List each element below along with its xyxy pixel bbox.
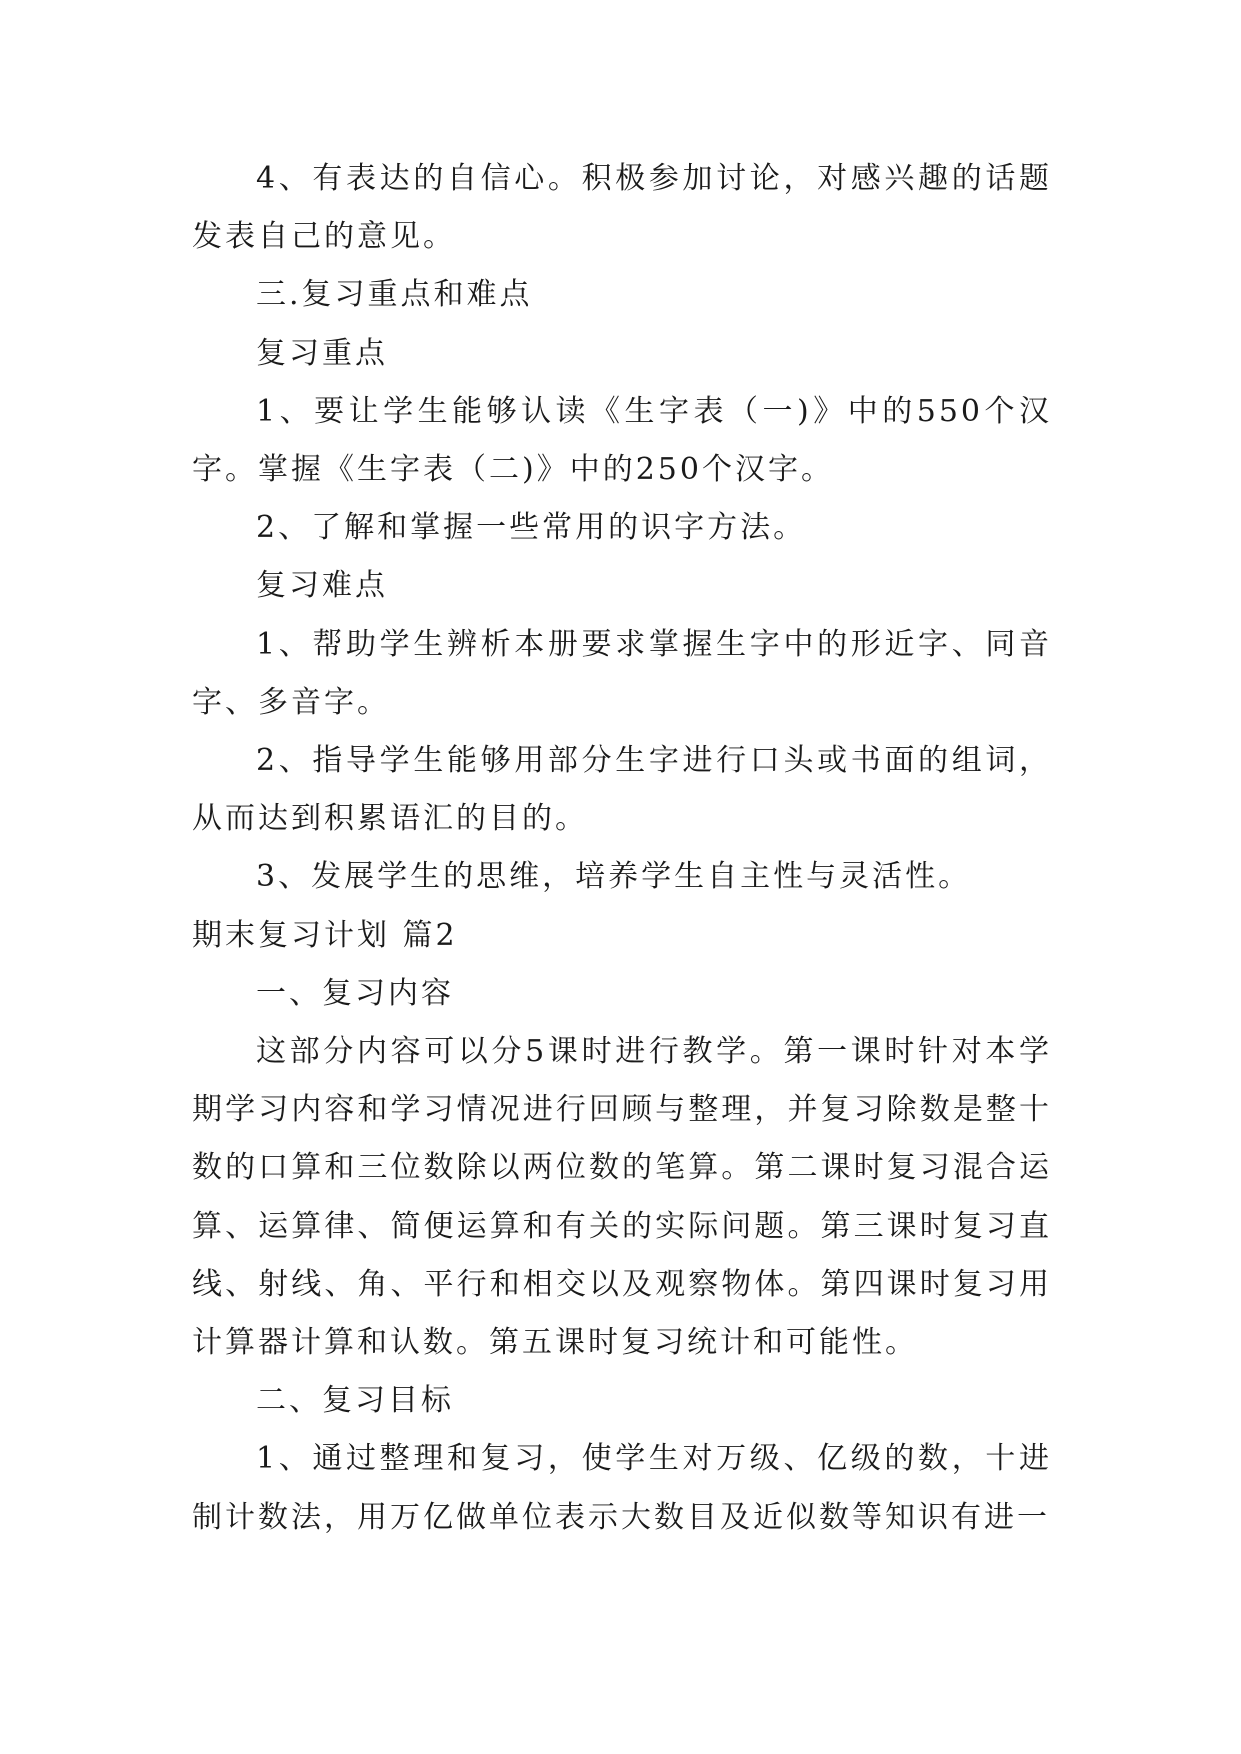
paragraph-review-content: 这部分内容可以分5课时进行教学。第一课时针对本学期学习内容和学习情况进行回顾与整理，并复习除数是整十数的口算和三位数除以两位数的笔算。第二课时复习混合运算、运算律、简便运算和有关的实际问题。第三课时复习直线、射线、角、平行和相交以及观察物体。第四课时复习用计算器计算和认数。第五课时复习统计和可能性。 [192, 1034, 1052, 1361]
heading-review-focus: 三.复习重点和难点 [256, 277, 533, 313]
paragraph-difficulty-2: 2、指导学生能够用部分生字进行口头或书面的组词，从而达到积累语汇的目的。 [192, 743, 1052, 837]
paragraph-goal-4: 4、有表达的自信心。积极参加讨论，对感兴趣的话题发表自己的意见。 [192, 161, 1052, 255]
section-title: 期末复习计划 篇2 [192, 917, 458, 953]
paragraph-key-point-1: 1、要让学生能够认读《生字表（一)》中的550个汉字。掌握《生字表（二)》中的250个汉字。 [192, 393, 1052, 488]
subheading-difficulties: 复习难点 [256, 568, 388, 604]
document-body [192, 150, 1052, 1547]
paragraph-difficulty-3: 3、发展学生的思维，培养学生自主性与灵活性。 [256, 859, 972, 895]
paragraph-key-point-2: 2、了解和掌握一些常用的识字方法。 [256, 510, 807, 546]
paragraph-difficulty-1: 1、帮助学生辨析本册要求掌握生字中的形近字、同音字、多音字。 [192, 626, 1052, 720]
heading-review-goals: 二、复习目标 [256, 1383, 454, 1419]
heading-review-content: 一、复习内容 [256, 975, 454, 1011]
subheading-key-points: 复习重点 [256, 335, 388, 371]
paragraph-review-goal-1: 1、通过整理和复习，使学生对万级、亿级的数，十进制计数法，用万亿做单位表示大数目及近似数等知识有进一 [192, 1441, 1052, 1535]
